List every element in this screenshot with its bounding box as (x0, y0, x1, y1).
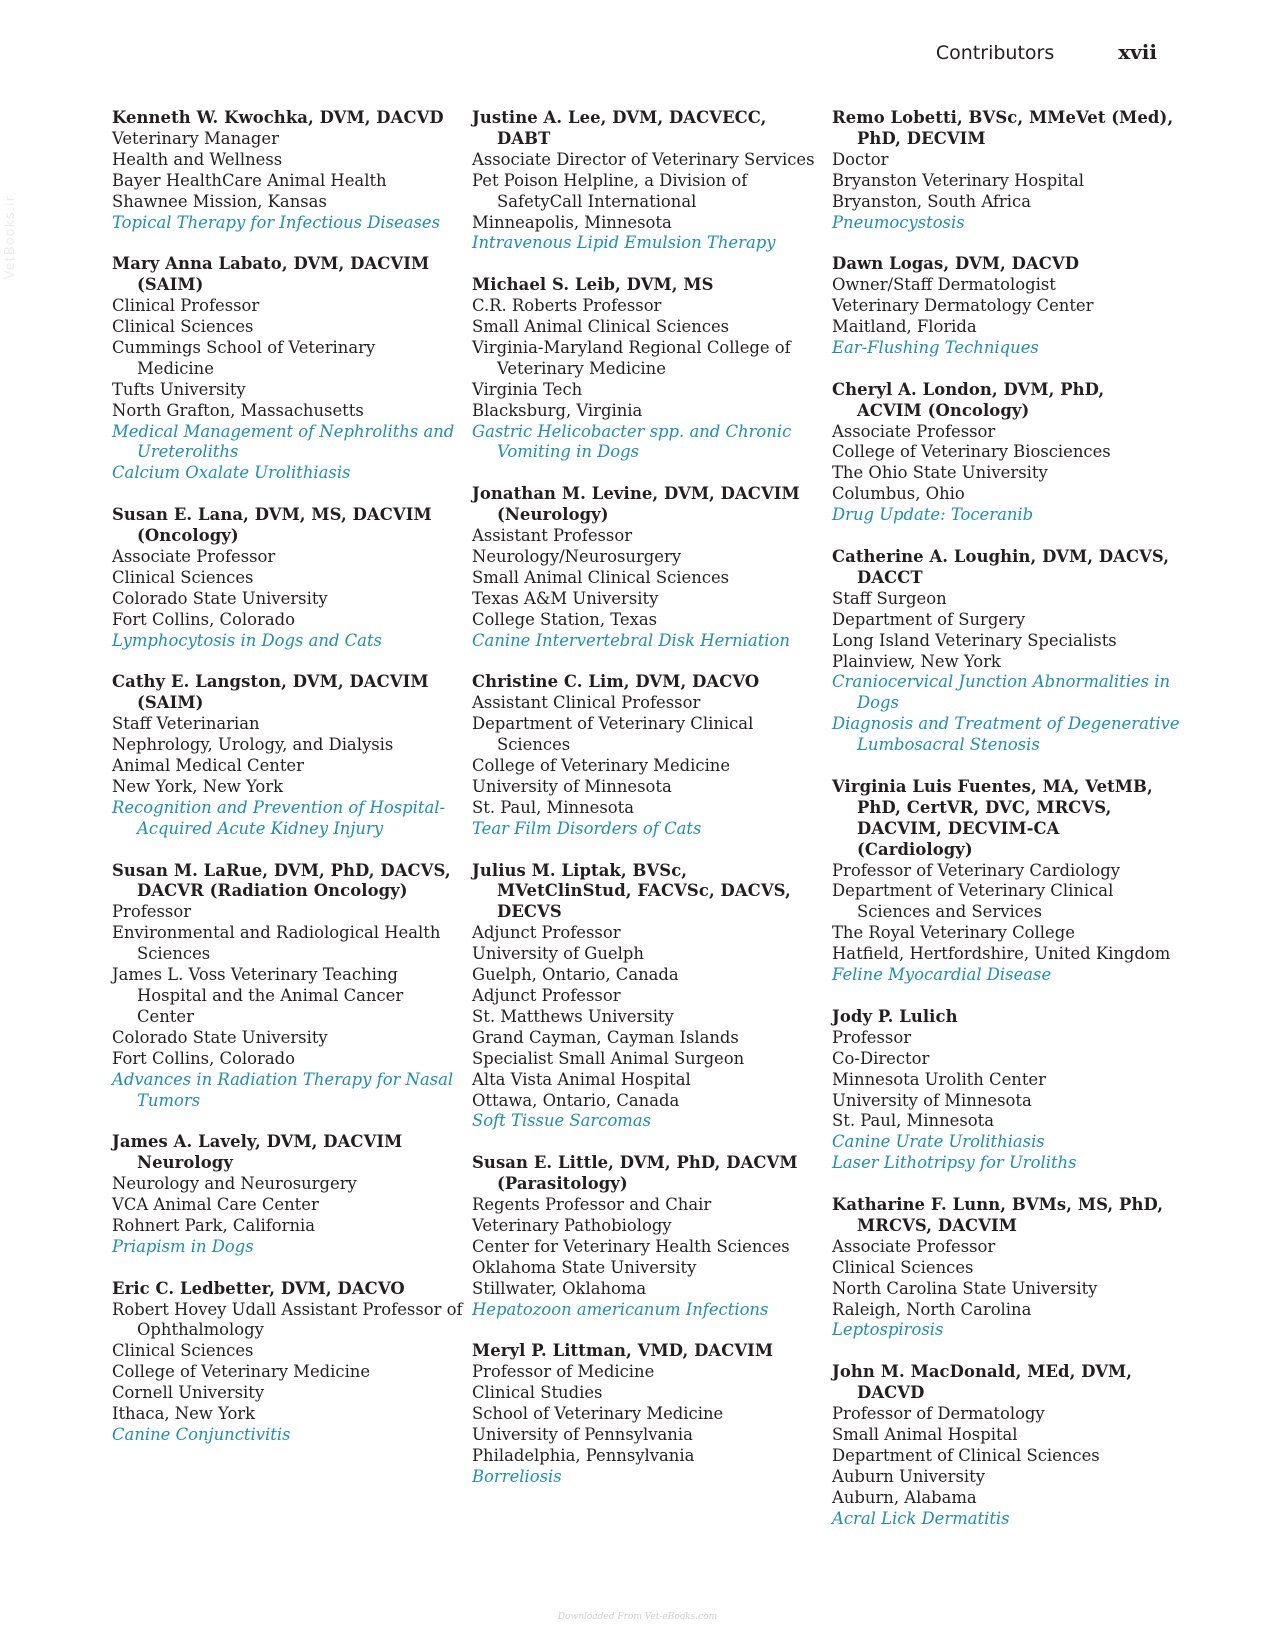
affiliation-line: Animal Medical Center (112, 756, 304, 776)
chapter-title: Recognition and Prevention of Hospital- Acquired Acute Kidney Injury (112, 797, 446, 838)
contributor-entry (832, 108, 1182, 233)
name-line: (SAIM) (137, 275, 204, 295)
affiliation-line: Long Island Veterinary Specialists (832, 630, 1117, 650)
affiliation-line: Ithaca, New York (112, 1404, 256, 1424)
contributor-entry (832, 547, 1182, 756)
chapter-title: Borreliosis (472, 1466, 562, 1486)
contributor-name (472, 861, 822, 924)
affiliation-line: Department of Veterinary Clinical Sciences (472, 714, 754, 755)
affiliation-line: Clinical Studies (472, 1383, 603, 1403)
contributor-name (832, 380, 1182, 422)
column-1 (112, 108, 462, 1467)
affiliation-line: St. Paul, Minnesota (472, 797, 634, 817)
affiliation-line: Adjunct Professor (472, 986, 621, 1005)
chapter-title: Craniocervical Junction Abnormalities in Dogs (832, 672, 1171, 713)
name-line: PhD, CertVR, DVC, MRCVS, (857, 797, 1112, 817)
affiliation-line: Staff Veterinarian (112, 714, 260, 734)
chapter-title: Soft Tissue Sarcomas (472, 1111, 652, 1131)
affiliation-line: North Carolina State University (832, 1278, 1098, 1298)
affiliation-line: Regents Professor and Chair (472, 1195, 712, 1215)
column-2 (472, 108, 822, 1509)
contributor-entry (472, 108, 822, 254)
affiliation-line: Health and Wellness (112, 149, 283, 169)
contributor-name (112, 672, 462, 714)
affiliation-line: Shawnee Mission, Kansas (112, 191, 327, 211)
affiliation-line: Robert Hovey Udall Assistant Professor of Ophthalmology (112, 1299, 463, 1340)
affiliation-line: Grand Cayman, Cayman Islands (472, 1027, 739, 1047)
affiliation-line: Fort Collins, Colorado (112, 1048, 295, 1068)
affiliation-line: James L. Voss Veterinary Teaching Hospital and the Animal Cancer Center (112, 965, 404, 1026)
contributor-entry (472, 484, 822, 651)
affiliation-line: University of Minnesota (472, 776, 672, 796)
contributor-name (832, 108, 1182, 150)
affiliation-line: Guelph, Ontario, Canada (472, 965, 679, 985)
affiliation-line: Auburn, Alabama (832, 1487, 977, 1507)
watermark: VetBooks.ir (3, 195, 18, 280)
contributor-name (832, 1007, 1182, 1028)
affiliation-line: Alta Vista Animal Hospital (472, 1069, 691, 1089)
chapter-title: Ear-Flushing Techniques (832, 337, 1039, 357)
name-line: Justine A. Lee, DVM, DACVECC, (472, 108, 767, 127)
affiliation-line: St. Paul, Minnesota (832, 1111, 994, 1131)
affiliation-line: Adjunct Professor (472, 923, 621, 943)
name-line: Remo Lobetti, BVSc, MMeVet (Med), (832, 108, 1174, 127)
affiliation-line: Fort Collins, Colorado (112, 609, 295, 629)
name-line: Eric C. Ledbetter, DVM, DACVO (112, 1278, 405, 1298)
affiliation-line: Ottawa, Ontario, Canada (472, 1090, 680, 1110)
affiliation-line: College of Veterinary Medicine (112, 1362, 371, 1382)
name-line: (SAIM) (137, 693, 204, 713)
affiliation-line: College of Veterinary Biosciences (832, 442, 1111, 462)
affiliation-line: The Ohio State University (832, 463, 1048, 483)
name-line: Meryl P. Littman, VMD, DACVIM (472, 1341, 774, 1361)
contributor-entry (472, 1341, 822, 1487)
contributor-name (832, 1362, 1182, 1404)
name-line: MVetClinStud, FACVSc, DACVS, (497, 881, 791, 901)
name-line: (Neurology) (497, 505, 609, 525)
chapter-title: Gastric Helicobacter spp. and Chronic Vomiting in Dogs (472, 421, 792, 462)
name-line: MRCVS, DACVIM (857, 1215, 1017, 1235)
name-line: DACVIM, DECVIM-CA (857, 818, 1060, 838)
chapter-title: Diagnosis and Treatment of Degenerative Lumbosacral Stenosis (832, 714, 1180, 755)
affiliation-line: Tufts University (112, 379, 246, 399)
affiliation-line: C.R. Roberts Professor (472, 296, 662, 316)
chapter-title: Advances in Radiation Therapy for Nasal Tumors (112, 1069, 454, 1110)
contributor-name (832, 777, 1182, 861)
affiliation-line: Small Animal Hospital (832, 1424, 1018, 1444)
affiliation-line: Small Animal Clinical Sciences (472, 317, 730, 337)
affiliation-line: Rohnert Park, California (112, 1215, 316, 1235)
affiliation-line: Maitland, Florida (832, 317, 977, 337)
name-line: DACCT (857, 567, 923, 587)
affiliation-line: Raleigh, North Carolina (832, 1299, 1032, 1319)
chapter-title: Drug Update: Toceranib (832, 505, 1034, 525)
affiliation-line: St. Matthews University (472, 1006, 674, 1026)
chapter-title: Lymphocytosis in Dogs and Cats (112, 630, 382, 650)
name-line: John M. MacDonald, MEd, DVM, (832, 1362, 1133, 1382)
running-head (936, 40, 1157, 64)
affiliation-line: Plainview, New York (832, 651, 1001, 671)
contributor-entry (112, 505, 462, 651)
name-line: Michael S. Leib, DVM, MS (472, 275, 714, 295)
affiliation-line: Cornell University (112, 1383, 265, 1403)
affiliation-line: The Royal Veterinary College (832, 923, 1075, 943)
name-line: Neurology (137, 1153, 233, 1173)
contributor-name (112, 505, 462, 547)
contributor-entry (472, 672, 822, 839)
name-line: DACVD (857, 1383, 925, 1403)
contributor-name (472, 275, 822, 296)
affiliation-line: Texas A&M University (472, 588, 659, 608)
contributor-name (832, 547, 1182, 589)
contributor-entry (112, 672, 462, 839)
contributor-entry (832, 1007, 1182, 1174)
chapter-title: Laser Lithotripsy for Uroliths (832, 1153, 1077, 1173)
name-line: Virginia Luis Fuentes, MA, VetMB, (832, 776, 1153, 796)
affiliation-line: Blacksburg, Virginia (472, 400, 643, 420)
name-line: Katharine F. Lunn, BVMs, MS, PhD, (832, 1195, 1164, 1215)
chapter-title: Intravenous Lipid Emulsion Therapy (472, 233, 776, 253)
affiliation-line: Department of Clinical Sciences (832, 1445, 1100, 1465)
affiliation-line: Assistant Professor (472, 526, 633, 546)
affiliation-line: Hatfield, Hertfordshire, United Kingdom (832, 944, 1171, 964)
contributor-entry (832, 1195, 1182, 1341)
affiliation-line: Bayer HealthCare Animal Health (112, 170, 387, 190)
affiliation-line: University of Pennsylvania (472, 1425, 693, 1444)
affiliation-line: Neurology/Neurosurgery (472, 547, 682, 566)
name-line: DECVS (497, 902, 562, 922)
affiliation-line: Clinical Sciences (112, 567, 254, 587)
affiliation-line: Colorado State University (112, 588, 328, 608)
affiliation-line: Virginia Tech (472, 379, 583, 399)
affiliation-line: Professor (112, 902, 192, 922)
contributor-entry (832, 380, 1182, 526)
affiliation-line: Staff Surgeon (832, 588, 947, 608)
contributor-name (472, 108, 822, 150)
affiliation-line: Stillwater, Oklahoma (472, 1278, 647, 1298)
chapter-title: Medical Management of Nephroliths and Ureteroliths (112, 421, 455, 462)
column-3 (832, 108, 1182, 1550)
affiliation-line: Professor (832, 1027, 912, 1047)
affiliation-line: Center for Veterinary Health Sciences (472, 1236, 790, 1256)
name-line: ACVIM (Oncology) (857, 400, 1030, 420)
affiliation-line: Clinical Sciences (112, 317, 254, 337)
chapter-title: Topical Therapy for Infectious Diseases (112, 212, 441, 232)
chapter-title: Canine Intervertebral Disk Herniation (472, 630, 790, 650)
affiliation-line: Columbus, Ohio (832, 484, 965, 504)
name-line: Julius M. Liptak, BVSc, (472, 860, 688, 880)
affiliation-line: Minnesota Urolith Center (832, 1069, 1046, 1089)
name-line: (Oncology) (137, 526, 239, 546)
affiliation-line: New York, New York (112, 776, 284, 796)
name-line: James A. Lavely, DVM, DACVIM (112, 1132, 403, 1152)
contributor-entry (112, 254, 462, 484)
name-line: DACVR (Radiation Oncology) (137, 881, 408, 901)
affiliation-line: Co-Director (832, 1048, 930, 1068)
affiliation-line: Oklahoma State University (472, 1257, 697, 1277)
contributor-name (112, 254, 462, 296)
name-line: Cathy E. Langston, DVM, DACVIM (112, 672, 429, 692)
contributor-entry (112, 108, 462, 233)
chapter-title: Feline Myocardial Disease (832, 965, 1052, 985)
contributor-name (472, 484, 822, 526)
contributor-name (832, 254, 1182, 275)
affiliation-line: Professor of Dermatology (832, 1404, 1045, 1424)
name-line: Kenneth W. Kwochka, DVM, DACVD (112, 108, 444, 127)
contributor-entry (472, 861, 822, 1133)
download-footer: Downloaded From Vet-eBooks.com (557, 1612, 718, 1622)
chapter-title: Priapism in Dogs (112, 1236, 254, 1256)
affiliation-line: Doctor (832, 149, 889, 169)
name-line: PhD, DECVIM (857, 128, 986, 148)
affiliation-line: Associate Professor (832, 1236, 996, 1256)
affiliation-line: Associate Director of Veterinary Services (472, 149, 815, 169)
chapter-title: Calcium Oxalate Urolithiasis (112, 463, 351, 483)
affiliation-line: Specialist Small Animal Surgeon (472, 1048, 745, 1068)
affiliation-line: Professor of Veterinary Cardiology (832, 860, 1121, 880)
affiliation-line: Owner/Staff Dermatologist (832, 275, 1056, 295)
chapter-title: Hepatozoon americanum Infections (472, 1299, 769, 1319)
affiliation-line: Cummings School of Veterinary Medicine (112, 337, 376, 378)
contributor-name (112, 861, 462, 903)
affiliation-line: Veterinary Dermatology Center (832, 296, 1094, 316)
affiliation-line: Clinical Sciences (112, 1341, 254, 1361)
name-line: (Parasitology) (497, 1174, 628, 1194)
affiliation-line: Virginia-Maryland Regional College of Veterinary Medicine (472, 337, 791, 378)
affiliation-line: VCA Animal Care Center (112, 1195, 319, 1215)
affiliation-line: North Grafton, Massachusetts (112, 400, 364, 420)
contributor-entry (112, 861, 462, 1112)
affiliation-line: Small Animal Clinical Sciences (472, 567, 730, 587)
contributor-entry (472, 275, 822, 463)
affiliation-line: Philadelphia, Pennsylvania (472, 1445, 695, 1465)
contributor-name (472, 1341, 822, 1362)
affiliation-line: Bryanston, South Africa (832, 191, 1031, 211)
contributor-name (112, 1132, 462, 1174)
chapter-title: Leptospirosis (832, 1320, 944, 1340)
affiliation-line: Auburn University (832, 1466, 985, 1486)
affiliation-line: Clinical Sciences (832, 1257, 974, 1277)
chapter-title: Canine Urate Urolithiasis (832, 1132, 1045, 1152)
affiliation-line: School of Veterinary Medicine (472, 1404, 724, 1424)
name-line: Catherine A. Loughin, DVM, DACVS, (832, 546, 1170, 566)
affiliation-line: Nephrology, Urology, and Dialysis (112, 735, 394, 755)
affiliation-line: Associate Professor (112, 547, 276, 566)
affiliation-line: University of Minnesota (832, 1090, 1032, 1110)
affiliation-line: College Station, Texas (472, 609, 658, 629)
name-line: Christine C. Lim, DVM, DACVO (472, 672, 760, 692)
contributor-name (832, 1195, 1182, 1237)
chapter-title: Canine Conjunctivitis (112, 1425, 291, 1444)
affiliation-line: Minneapolis, Minnesota (472, 212, 672, 232)
contributor-entry (832, 1362, 1182, 1529)
name-line: Mary Anna Labato, DVM, DACVIM (112, 254, 430, 274)
name-line: Susan E. Lana, DVM, MS, DACVIM (112, 505, 432, 525)
contributor-name (112, 108, 462, 129)
chapter-title: Tear Film Disorders of Cats (472, 818, 702, 838)
name-line: Dawn Logas, DVM, DACVD (832, 254, 1080, 274)
contributor-entry (832, 777, 1182, 986)
affiliation-line: College of Veterinary Medicine (472, 756, 731, 776)
affiliation-line: Environmental and Radiological Health Sciences (112, 923, 441, 964)
name-line: Jody P. Lulich (832, 1006, 958, 1026)
affiliation-line: Assistant Clinical Professor (472, 693, 701, 713)
contributor-name (112, 1279, 462, 1300)
affiliation-line: Department of Veterinary Clinical Sciences and Services (832, 881, 1114, 922)
name-line: DABT (497, 128, 551, 148)
affiliation-line: Clinical Professor (112, 296, 260, 316)
name-line: Susan M. LaRue, DVM, PhD, DACVS, (112, 860, 451, 880)
affiliation-line: Department of Surgery (832, 609, 1026, 629)
affiliation-line: Veterinary Pathobiology (472, 1215, 672, 1235)
name-line: Susan E. Little, DVM, PhD, DACVM (472, 1153, 798, 1173)
affiliation-line: Colorado State University (112, 1027, 328, 1047)
contributor-name (472, 672, 822, 693)
name-line: Cheryl A. London, DVM, PhD, (832, 379, 1105, 399)
contributor-entry (112, 1132, 462, 1257)
contributor-name (472, 1153, 822, 1195)
chapter-title: Pneumocystosis (832, 212, 965, 232)
contributor-entry (112, 1279, 462, 1446)
contributor-entry (472, 1153, 822, 1320)
affiliation-line: Professor of Medicine (472, 1362, 655, 1382)
section-title: Contributors (935, 42, 1055, 64)
chapter-title: Acral Lick Dermatitis (832, 1508, 1010, 1528)
affiliation-line: Pet Poison Helpline, a Division of SafetyCall International (472, 170, 748, 211)
name-line: (Cardiology) (857, 839, 973, 859)
contributor-entry (832, 254, 1182, 359)
affiliation-line: Veterinary Manager (112, 128, 279, 148)
name-line: Jonathan M. Levine, DVM, DACVIM (472, 484, 800, 504)
affiliation-line: Neurology and Neurosurgery (112, 1174, 357, 1194)
page-number: xvii (1118, 40, 1157, 64)
affiliation-line: Associate Professor (832, 421, 996, 441)
affiliation-line: University of Guelph (472, 944, 644, 964)
affiliation-line: Bryanston Veterinary Hospital (832, 170, 1085, 190)
